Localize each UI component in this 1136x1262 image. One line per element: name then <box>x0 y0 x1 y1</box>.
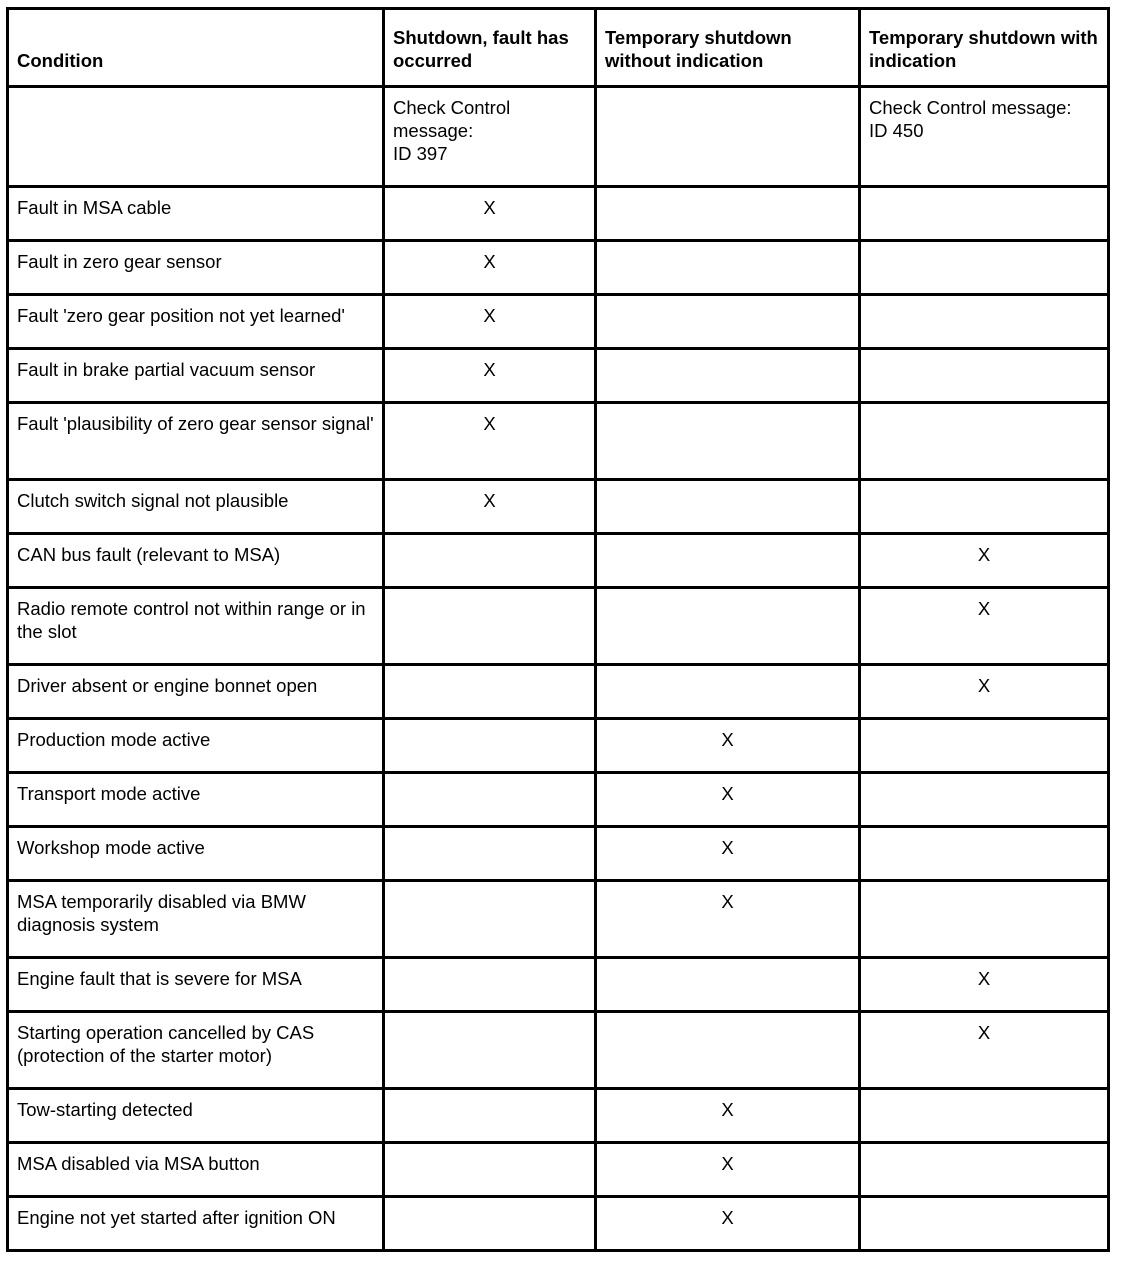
temporary-with-indication-mark <box>860 1143 1109 1197</box>
temporary-no-indication-mark <box>596 349 860 403</box>
temporary-with-indication-mark: X <box>860 1012 1109 1089</box>
condition-cell: Fault 'zero gear position not yet learned' <box>8 295 384 349</box>
temporary-no-indication-mark <box>596 187 860 241</box>
temporary-no-indication-mark <box>596 958 860 1012</box>
condition-cell: Engine not yet started after ignition ON <box>8 1197 384 1251</box>
temporary-no-indication-mark: X <box>596 719 860 773</box>
check-control-row <box>8 87 1109 187</box>
condition-cell: Fault 'plausibility of zero gear sensor signal' <box>8 403 384 480</box>
temporary-with-indication-mark: X <box>860 588 1109 665</box>
msa-conditions-table <box>6 7 1110 1252</box>
shutdown-fault-mark: X <box>384 403 596 480</box>
table-row <box>8 295 1109 349</box>
table-row <box>8 1012 1109 1089</box>
table-row <box>8 1143 1109 1197</box>
shutdown-fault-mark <box>384 958 596 1012</box>
table-row <box>8 480 1109 534</box>
temporary-no-indication-mark <box>596 588 860 665</box>
table-row <box>8 534 1109 588</box>
temporary-with-indication-mark <box>860 827 1109 881</box>
table-row <box>8 665 1109 719</box>
shutdown-fault-mark <box>384 827 596 881</box>
table-row <box>8 241 1109 295</box>
shutdown-fault-mark <box>384 1089 596 1143</box>
temporary-with-indication-mark <box>860 349 1109 403</box>
check-control-temporary-no-indication <box>596 87 860 187</box>
temporary-with-indication-mark: X <box>860 534 1109 588</box>
temporary-no-indication-mark: X <box>596 881 860 958</box>
shutdown-fault-mark: X <box>384 349 596 403</box>
temporary-no-indication-mark: X <box>596 1143 860 1197</box>
table-row <box>8 349 1109 403</box>
condition-cell: MSA disabled via MSA button <box>8 1143 384 1197</box>
header-shutdown-fault: Shutdown, fault has occurred <box>384 9 596 87</box>
header-temporary-with-indication: Temporary shutdown with indication <box>860 9 1109 87</box>
table-row <box>8 1089 1109 1143</box>
shutdown-fault-mark <box>384 534 596 588</box>
temporary-with-indication-mark: X <box>860 665 1109 719</box>
shutdown-fault-mark: X <box>384 187 596 241</box>
condition-cell: MSA temporarily disabled via BMW diagnosis system <box>8 881 384 958</box>
table-row <box>8 1197 1109 1251</box>
shutdown-fault-mark <box>384 1012 596 1089</box>
condition-cell: Transport mode active <box>8 773 384 827</box>
shutdown-fault-mark <box>384 719 596 773</box>
shutdown-fault-mark <box>384 1197 596 1251</box>
shutdown-fault-mark <box>384 665 596 719</box>
temporary-no-indication-mark: X <box>596 827 860 881</box>
temporary-no-indication-mark <box>596 480 860 534</box>
condition-cell: Tow-starting detected <box>8 1089 384 1143</box>
table-row <box>8 958 1109 1012</box>
temporary-no-indication-mark <box>596 534 860 588</box>
shutdown-fault-mark: X <box>384 480 596 534</box>
condition-cell: Fault in MSA cable <box>8 187 384 241</box>
temporary-with-indication-mark <box>860 1197 1109 1251</box>
condition-cell: Engine fault that is severe for MSA <box>8 958 384 1012</box>
shutdown-fault-mark <box>384 881 596 958</box>
condition-cell: Driver absent or engine bonnet open <box>8 665 384 719</box>
condition-cell: Fault in brake partial vacuum sensor <box>8 349 384 403</box>
shutdown-fault-mark <box>384 1143 596 1197</box>
temporary-with-indication-mark <box>860 1089 1109 1143</box>
temporary-no-indication-mark: X <box>596 1089 860 1143</box>
header-temporary-no-indication: Temporary shutdown without indication <box>596 9 860 87</box>
temporary-no-indication-mark <box>596 1012 860 1089</box>
check-control-temporary-with-indication: Check Control message: ID 450 <box>860 87 1109 187</box>
table-row <box>8 588 1109 665</box>
temporary-with-indication-mark: X <box>860 958 1109 1012</box>
shutdown-fault-mark <box>384 588 596 665</box>
temporary-with-indication-mark <box>860 881 1109 958</box>
temporary-with-indication-mark <box>860 719 1109 773</box>
temporary-no-indication-mark: X <box>596 1197 860 1251</box>
condition-cell: Starting operation cancelled by CAS (protection of the starter motor) <box>8 1012 384 1089</box>
table-row <box>8 719 1109 773</box>
temporary-no-indication-mark <box>596 295 860 349</box>
check-control-shutdown-fault: Check Control message: ID 397 <box>384 87 596 187</box>
temporary-with-indication-mark <box>860 773 1109 827</box>
temporary-no-indication-mark <box>596 241 860 295</box>
condition-cell: CAN bus fault (relevant to MSA) <box>8 534 384 588</box>
table-row <box>8 827 1109 881</box>
table-row <box>8 773 1109 827</box>
shutdown-fault-mark <box>384 773 596 827</box>
header-condition: Condition <box>8 9 384 87</box>
condition-cell: Radio remote control not within range or in the slot <box>8 588 384 665</box>
temporary-no-indication-mark <box>596 403 860 480</box>
check-control-condition <box>8 87 384 187</box>
temporary-with-indication-mark <box>860 241 1109 295</box>
temporary-with-indication-mark <box>860 187 1109 241</box>
condition-cell: Clutch switch signal not plausible <box>8 480 384 534</box>
header-row <box>8 9 1109 87</box>
condition-cell: Production mode active <box>8 719 384 773</box>
temporary-no-indication-mark <box>596 665 860 719</box>
table-row <box>8 881 1109 958</box>
temporary-with-indication-mark <box>860 403 1109 480</box>
table-row <box>8 403 1109 480</box>
condition-cell: Workshop mode active <box>8 827 384 881</box>
condition-cell: Fault in zero gear sensor <box>8 241 384 295</box>
shutdown-fault-mark: X <box>384 241 596 295</box>
temporary-no-indication-mark: X <box>596 773 860 827</box>
temporary-with-indication-mark <box>860 480 1109 534</box>
temporary-with-indication-mark <box>860 295 1109 349</box>
shutdown-fault-mark: X <box>384 295 596 349</box>
table-row <box>8 187 1109 241</box>
